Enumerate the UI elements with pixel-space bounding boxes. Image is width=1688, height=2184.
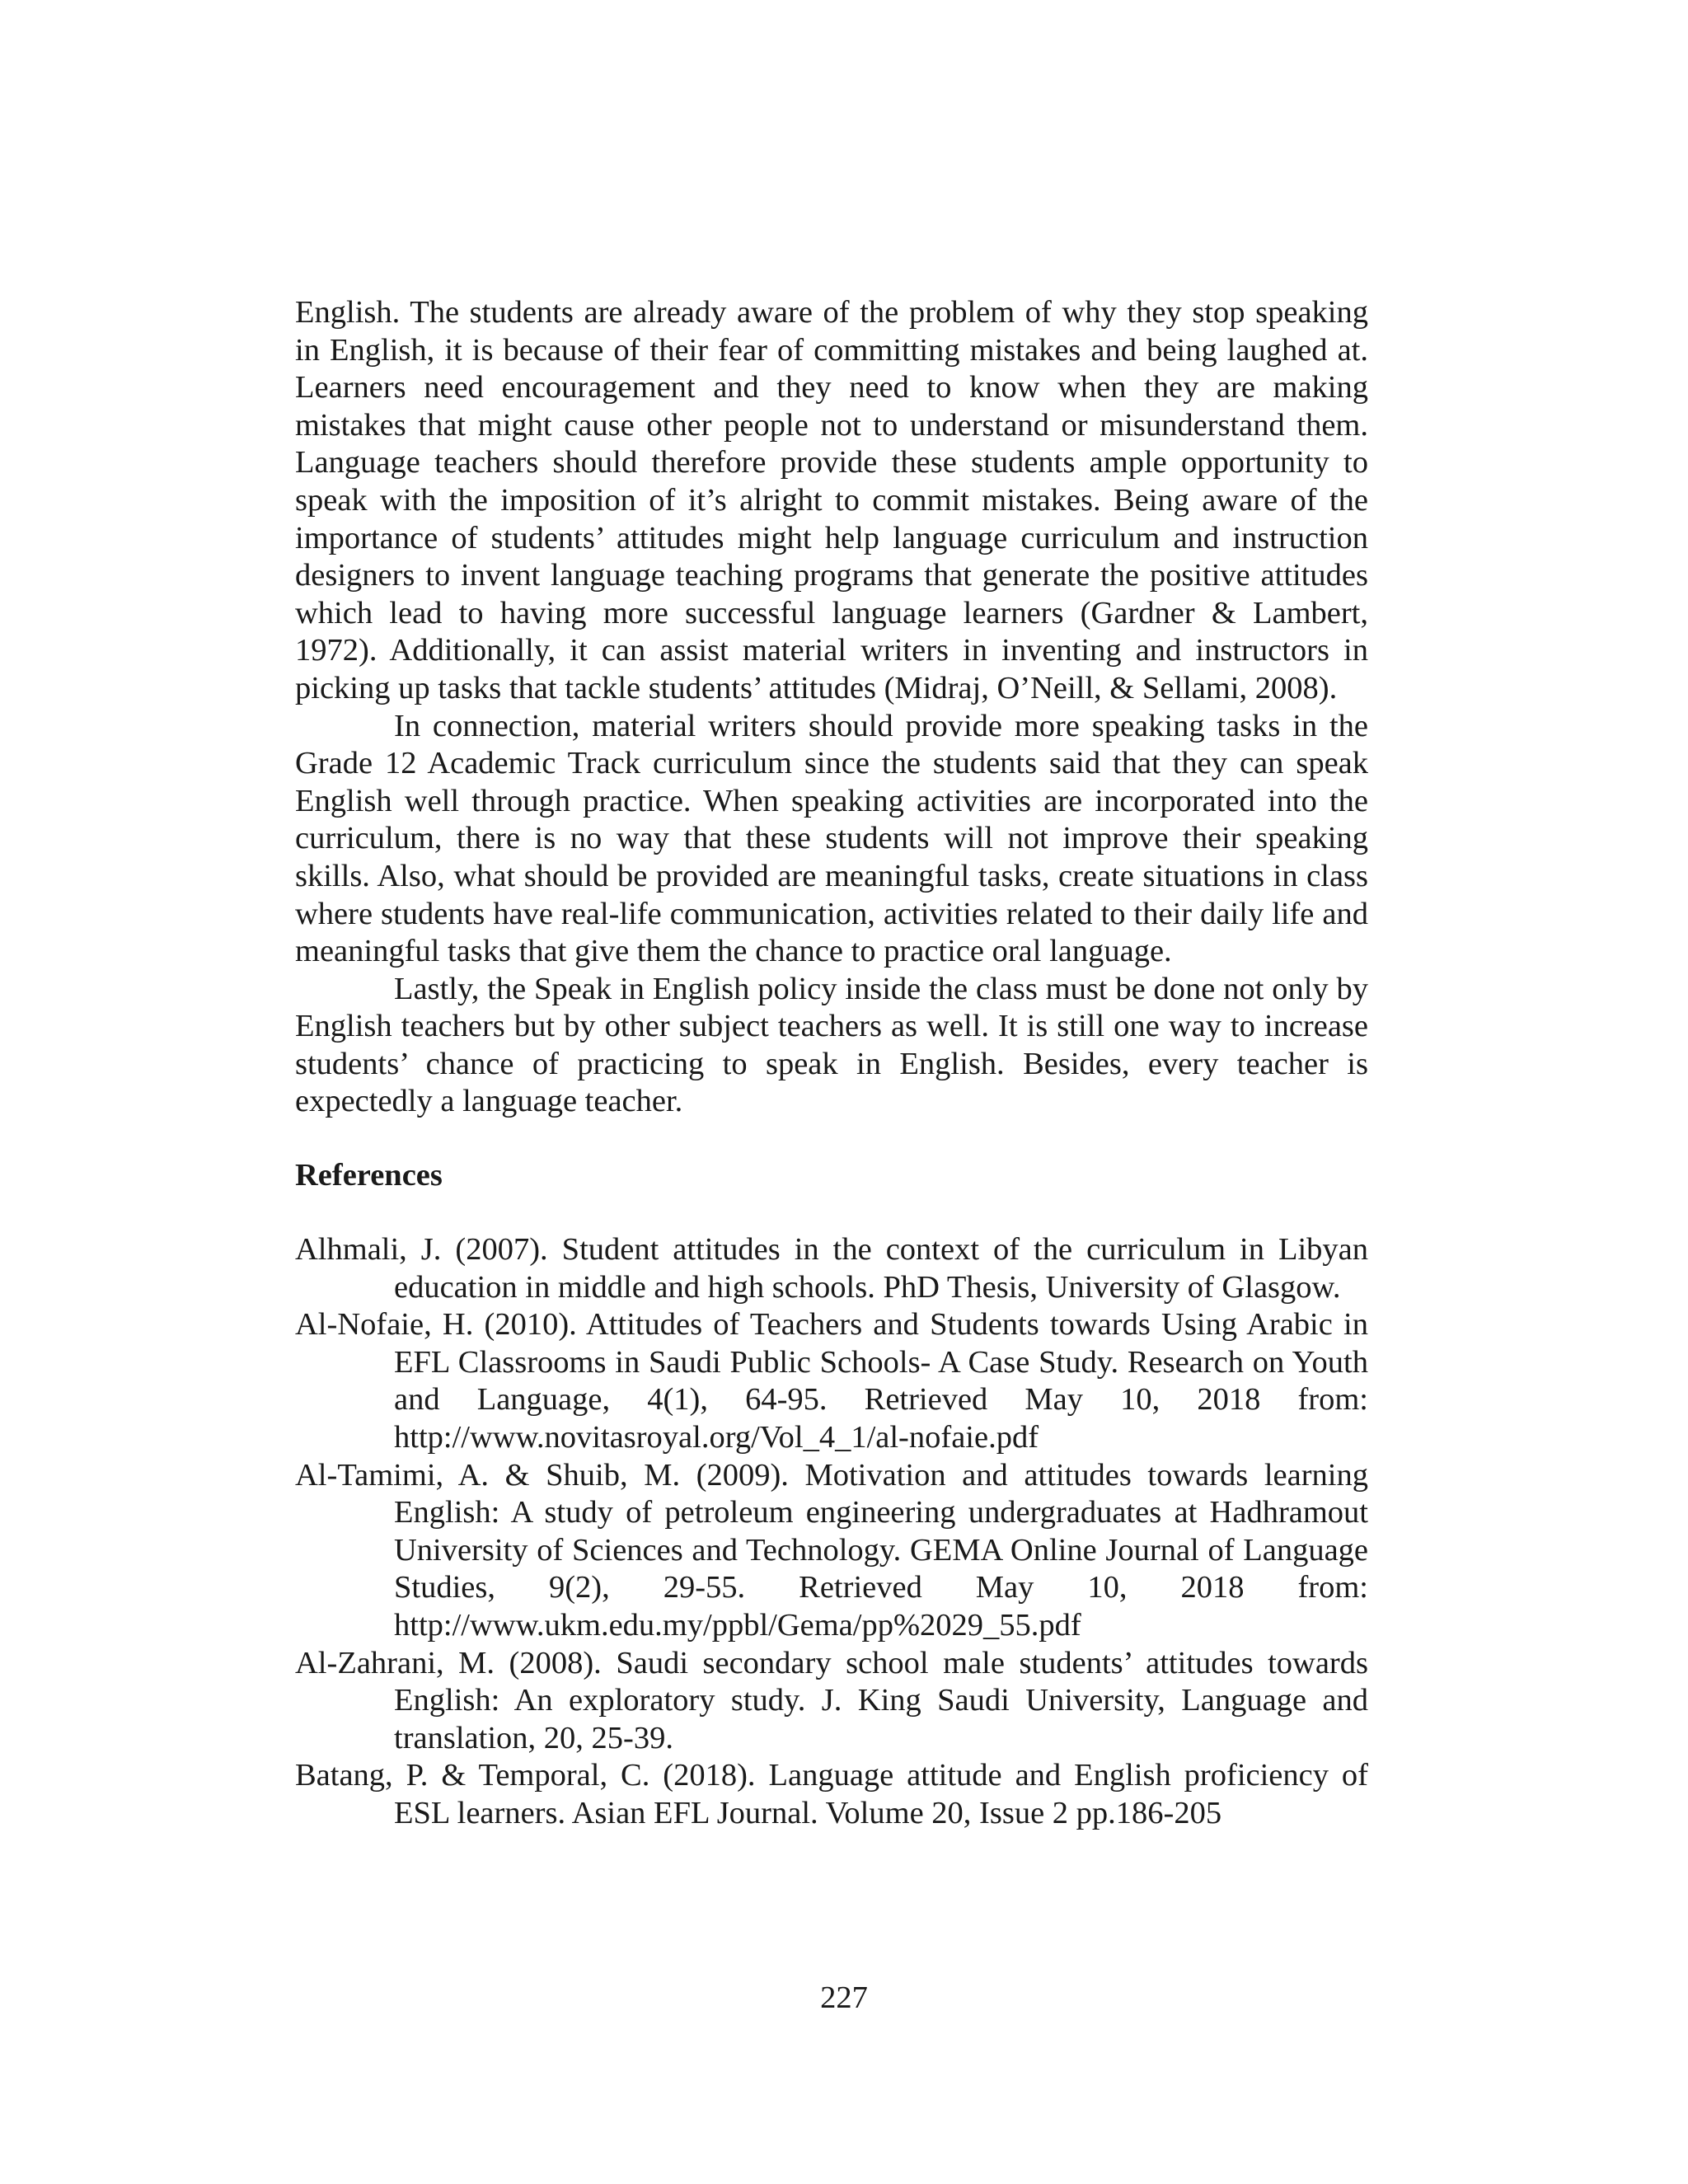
body-paragraph: In connection, material writers should provide more speaking tasks in the Grade 12 Academic Track curriculum since the students said that they can speak English well through practice. When speaking activities are incorporated into the curriculum, there is no way that these students will not improve their speaking skills. Also, what should be provided are meaningful tasks, create situations in class where students have real-life communication, activities related to their daily life and meaningful tasks that give them the chance to practice oral language.: [295, 708, 1368, 969]
reference-item: Batang, P. & Temporal, C. (2018). Language attitude and English proficiency of ESL learners. Asian EFL Journal. Volume 20, Issue 2 pp.186-205: [295, 1758, 1368, 1830]
references-heading: References: [295, 1158, 443, 1193]
reference-item: Al-Nofaie, H. (2010). Attitudes of Teachers and Students towards Using Arabic in EFL Classrooms in Saudi Public Schools- A Case Study. Research on Youth and Language, 4(1), 64-95. Retrieved May 10, 2018 from: http://www.novitasroyal.org/Vol_4_1/al-nofaie.pdf: [295, 1307, 1368, 1455]
body-text: [295, 294, 1368, 1121]
body-paragraph: Lastly, the Speak in English policy inside the class must be done not only by English teachers but by other subject teachers as well. It is still one way to increase students’ chance of practicing to speak in English. Besides, every teacher is expectedly a language teacher.: [295, 971, 1368, 1119]
reference-item: Al-Zahrani, M. (2008). Saudi secondary school male students’ attitudes towards English: An exploratory study. J. King Saudi University, Language and translation, 20, 25-39.: [295, 1645, 1368, 1755]
references-list: [295, 1231, 1368, 1833]
reference-item: Al-Tamimi, A. & Shuib, M. (2009). Motivation and attitudes towards learning English: A study of petroleum engineering undergraduates at Hadhramout University of Sciences and Technology. GEMA Online Journal of Language Studies, 9(2), 29-55. Retrieved May 10, 2018 from: http://www.ukm.edu.my/ppbl/Gema/pp%2029_55.pdf: [295, 1457, 1368, 1643]
body-paragraph: English. The students are already aware of the problem of why they stop speaking in English, it is because of their fear of committing mistakes and being laughed at. Learners need encouragement and they need to know when they are making mistakes that might cause other people not to understand or misunderstand them. Language teachers should therefore provide these students ample opportunity to speak with the imposition of it’s alright to commit mistakes. Being aware of the importance of students’ attitudes might help language curriculum and instruction designers to invent language teaching programs that generate the positive attitudes which lead to having more successful language learners (Gardner & Lambert, 1972). Additionally, it can assist material writers in inventing and instructors in picking up tasks that tackle students’ attitudes (Midraj, O’Neill, & Sellami, 2008).: [295, 295, 1368, 705]
reference-item: Alhmali, J. (2007). Student attitudes in the context of the curriculum in Libyan education in middle and high schools. PhD Thesis, University of Glasgow.: [295, 1232, 1368, 1305]
page-number: 227: [820, 1980, 868, 2015]
